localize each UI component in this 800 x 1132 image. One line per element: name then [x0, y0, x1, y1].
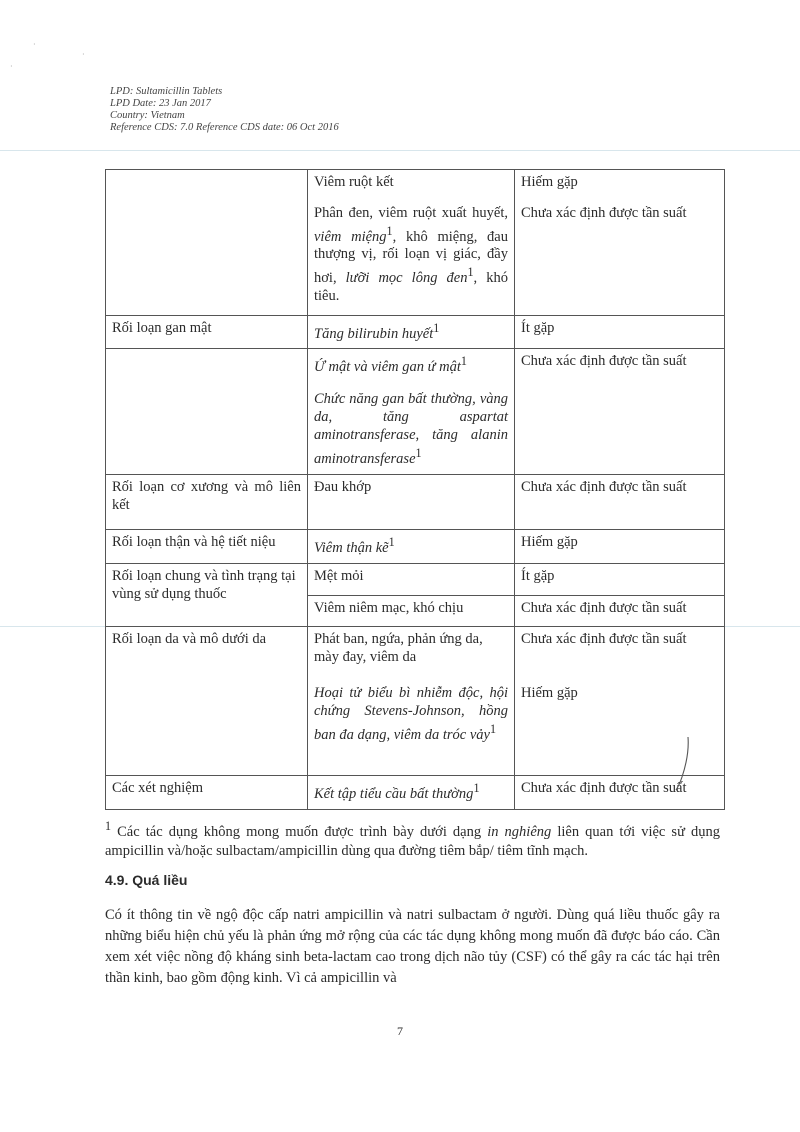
table-row — [106, 475, 725, 530]
frequency-cell: Chưa xác định được tần suất — [515, 201, 725, 316]
frequency-cell: Hiếm gặp — [515, 170, 725, 201]
event-cell: Ứ mật và viêm gan ứ mật$^1$ Chức năng gan bất thường, vàng da, tăng aspartat aminotransferase, tăng alanin aminotransferase$^1$ — [308, 349, 515, 475]
header-reference: Reference CDS: 7.0 Reference CDS date: 06 Oct 2016 — [110, 122, 339, 133]
event-cell: Mệt mỏi — [308, 564, 515, 596]
system-cell — [106, 170, 308, 316]
event-cell: Phát ban, ngứa, phản ứng da, mày đay, viêm da — [308, 627, 515, 681]
header-date: LPD Date: 23 Jan 2017 — [110, 98, 211, 109]
section-heading: 4.9. Quá liều — [105, 872, 188, 888]
frequency-cell: Ít gặp — [515, 564, 725, 596]
event-cell: Đau khớp — [308, 475, 515, 530]
table-row — [106, 316, 725, 349]
event-cell: Phân đen, viêm ruột xuất huyết, viêm miệng$^1$, khô miệng, đau thượng vị, rối loạn vị giác, đầy hơi, lưỡi mọc lông đen$^1$, khó tiêu. — [308, 201, 515, 316]
table-row — [106, 530, 725, 564]
system-cell: Các xét nghiệm — [106, 776, 308, 810]
system-cell: Rối loạn chung và tình trạng tại vùng sử dụng thuốc — [106, 564, 308, 627]
system-cell: Rối loạn thận và hệ tiết niệu — [106, 530, 308, 564]
frequency-cell: Ít gặp — [515, 316, 725, 349]
header-country: Country: Vietnam — [110, 110, 185, 121]
frequency-cell: Chưa xác định được tần suất — [515, 596, 725, 627]
frequency-cell: Hiếm gặp — [515, 681, 725, 776]
event-cell: Viêm ruột kết — [308, 170, 515, 201]
scan-dot: · — [33, 40, 36, 49]
system-cell: Rối loạn cơ xương và mô liên kết — [106, 475, 308, 530]
event-cell: Kết tập tiểu cầu bất thường$^1$ — [308, 776, 515, 810]
event-cell: Viêm thận kẽ$^1$ — [308, 530, 515, 564]
frequency-cell: Chưa xác định được tần suất — [515, 475, 725, 530]
header-product: LPD: Sultamicillin Tablets — [110, 86, 223, 97]
frequency-cell: Chưa xác định được tần suất — [515, 349, 725, 475]
page-number: 7 — [397, 1024, 403, 1038]
table-footnote: $^1$ Các tác dụng không mong muốn được trình bày dưới dạng in nghiêng liên quan tới việc sử dụng ampicillin và/hoặc sulbactam/ampicillin dùng qua đường tiêm bắp/ tiêm tĩnh mạch. — [105, 819, 721, 859]
overdose-paragraph: Có ít thông tin về ngộ độc cấp natri ampicillin và natri sulbactam ở người. Dùng quá liều thuốc gây ra những biểu hiện chủ yếu là phản ứng mở rộng của các tác dụng không mong muốn đã được báo cáo. Cần xem xét việc nồng độ kháng sinh beta-lactam cao trong dịch não tủy (CSF) có thể gây ra các tác hại trên thần kinh, bao gồm động kinh. Vì cả ampicillin và — [105, 907, 720, 986]
frequency-cell: Hiếm gặp — [515, 530, 725, 564]
scan-dot: · — [82, 50, 85, 59]
adverse-reactions-table — [105, 169, 725, 810]
frequency-cell: Chưa xác định được tần suất — [515, 776, 725, 810]
system-cell — [106, 349, 308, 475]
table-row — [106, 170, 725, 201]
system-cell: Rối loạn gan mật — [106, 316, 308, 349]
scan-dot: · — [10, 62, 13, 71]
table-row — [106, 564, 725, 596]
system-cell: Rối loạn da và mô dưới da — [106, 627, 308, 776]
table-row — [106, 627, 725, 681]
scan-line — [0, 150, 800, 151]
frequency-cell: Chưa xác định được tần suất — [515, 627, 725, 681]
event-cell: Viêm niêm mạc, khó chịu — [308, 596, 515, 627]
handwritten-mark — [668, 735, 698, 795]
table-row — [106, 349, 725, 475]
document-header — [110, 86, 339, 134]
event-cell: Tăng bilirubin huyết$^1$ — [308, 316, 515, 349]
event-cell: Hoại tử biểu bì nhiễm độc, hội chứng Stevens-Johnson, hồng ban đa dạng, viêm da tróc vảy$^1$ — [308, 681, 515, 776]
table-row — [106, 776, 725, 810]
